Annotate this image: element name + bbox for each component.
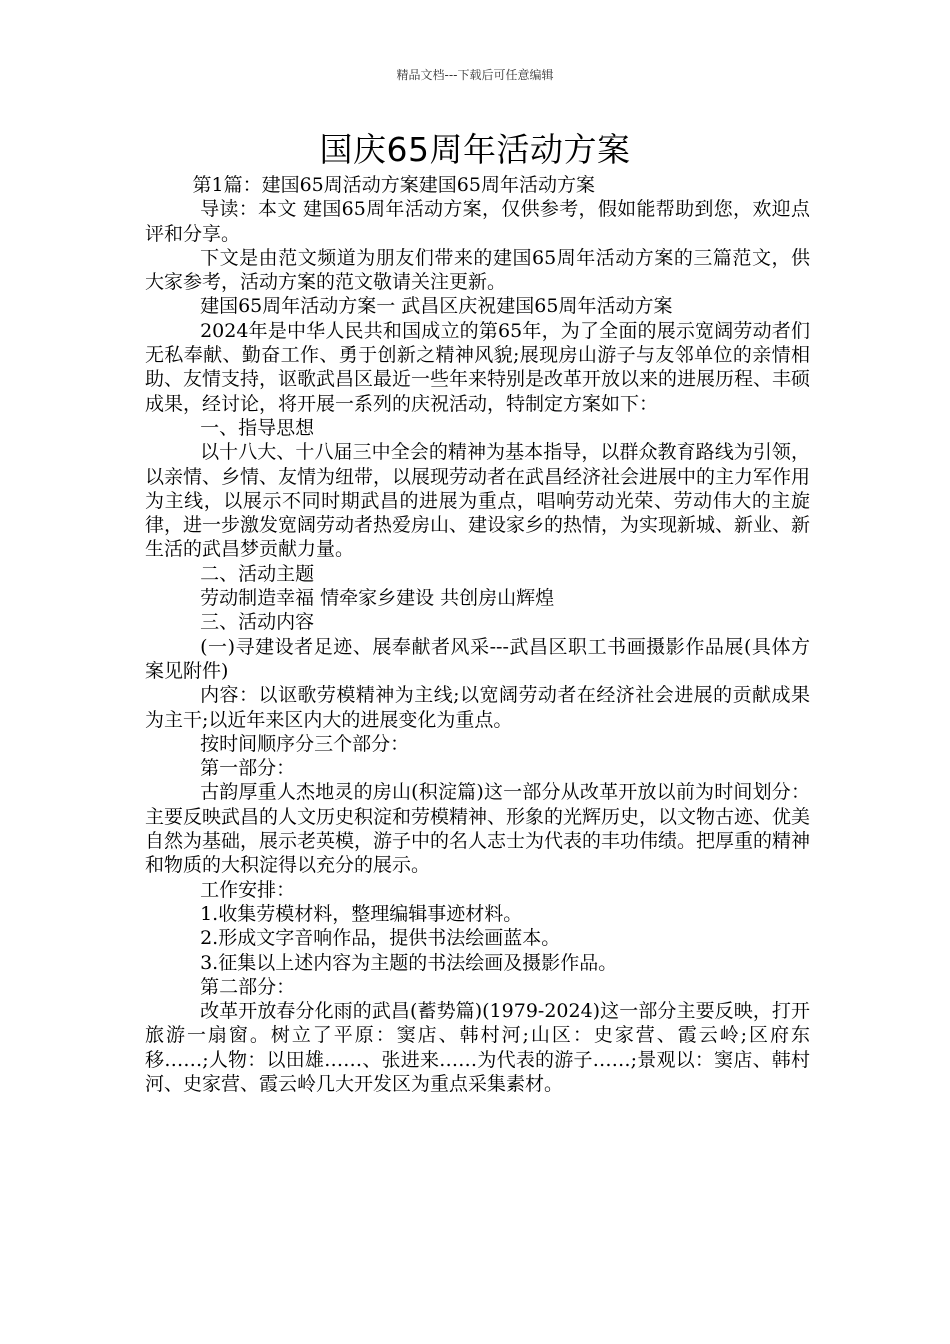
paragraph: 下文是由范文频道为朋友们带来的建国65周年活动方案的三篇范文，供大家参考，活动方案的范文敬请关注更新。 xyxy=(145,246,810,294)
paragraph: 内容：以讴歌劳模精神为主线;以宽阔劳动者在经济社会进展的贡献成果为主干;以近年来区内大的进展变化为重点。 xyxy=(145,684,810,731)
paragraph: 2024年是中华人民共和国成立的第65年，为了全面的展示宽阔劳动者们无私奉献、勤奋工作、勇于创新之精神风貌;展现房山游子与友邻单位的亲情相助、友情支持，讴歌武昌区最近一些年来特别是改革开放以来的进展历程、丰硕成果，经讨论，将开展一系列的庆祝活动，特制定方案如下： xyxy=(145,319,811,415)
list-item: 2.形成文字音响作品，提供书法绘画蓝本。 xyxy=(200,927,561,950)
section-heading: 二、活动主题 xyxy=(200,562,315,585)
paragraph: (一)寻建设者足迹、展奉献者风采---武昌区职工书画摄影作品展(具体方案见附件) xyxy=(145,635,810,682)
paragraph: 第二部分： xyxy=(200,975,296,998)
paragraph: 导读：本文 建国65周年活动方案，仅供参考，假如能帮助到您，欢迎点评和分享。 xyxy=(145,198,810,245)
paragraph: 劳动制造幸福 情牵家乡建设 共创房山辉煌 xyxy=(200,587,555,610)
list-item: 3.征集以上述内容为主题的书法绘画及摄影作品。 xyxy=(200,951,618,974)
section-heading: 三、活动内容 xyxy=(200,611,315,634)
paragraph: 按时间顺序分三个部分： xyxy=(200,732,410,755)
paragraph: 古韵厚重人杰地灵的房山(积淀篇)这一部分从改革开放以前为时间划分：主要反映武昌的人文历史积淀和劳模精神、形象的光辉历史，以文物古迹、优美自然为基础，展示老英模，游子中的名人志士为代表的丰功伟绩。把厚重的精神和物质的大积淀得以充分的展示。 xyxy=(145,781,811,877)
document-title: 国庆65周年活动方案 xyxy=(319,130,631,169)
paragraph: 第1篇：建国65周活动方案建国65周年活动方案 xyxy=(192,174,595,196)
paragraph: 第一部分： xyxy=(200,757,296,780)
paragraph: 工作安排： xyxy=(200,878,296,901)
list-item: 1.收集劳模材料，整理编辑事迹材料。 xyxy=(200,902,523,925)
document-body xyxy=(145,173,810,1096)
paragraph: 建国65周年活动方案一 武昌区庆祝建国65周年活动方案 xyxy=(200,295,673,318)
paragraph: 以十八大、十八届三中全会的精神为基本指导，以群众教育路线为引领，以亲情、乡情、友情为纽带，以展现劳动者在武昌经济社会进展中的主力军作用为主线，以展示不同时期武昌的进展为重点，唱响劳动光荣、劳动伟大的主旋律，进一步激发宽阔劳动者热爱房山、建设家乡的热情，为实现新城、新业、新生活的武昌梦贡献力量。 xyxy=(145,441,811,561)
page-header: 精品文档---下载后可任意编辑 xyxy=(396,68,554,82)
section-heading: 一、指导思想 xyxy=(200,416,315,439)
paragraph: 改革开放春分化雨的武昌(蓄势篇)(1979-2024)这一部分主要反映，打开旅游一扇窗。树立了平原：窦店、韩村河;山区：史家营、霞云岭;区府东移……;人物：以田雄……、张进来……为代表的游子……;景观以：窦店、韩村河、史家营、霞云岭几大开发区为重点采集素材。 xyxy=(145,1000,810,1095)
